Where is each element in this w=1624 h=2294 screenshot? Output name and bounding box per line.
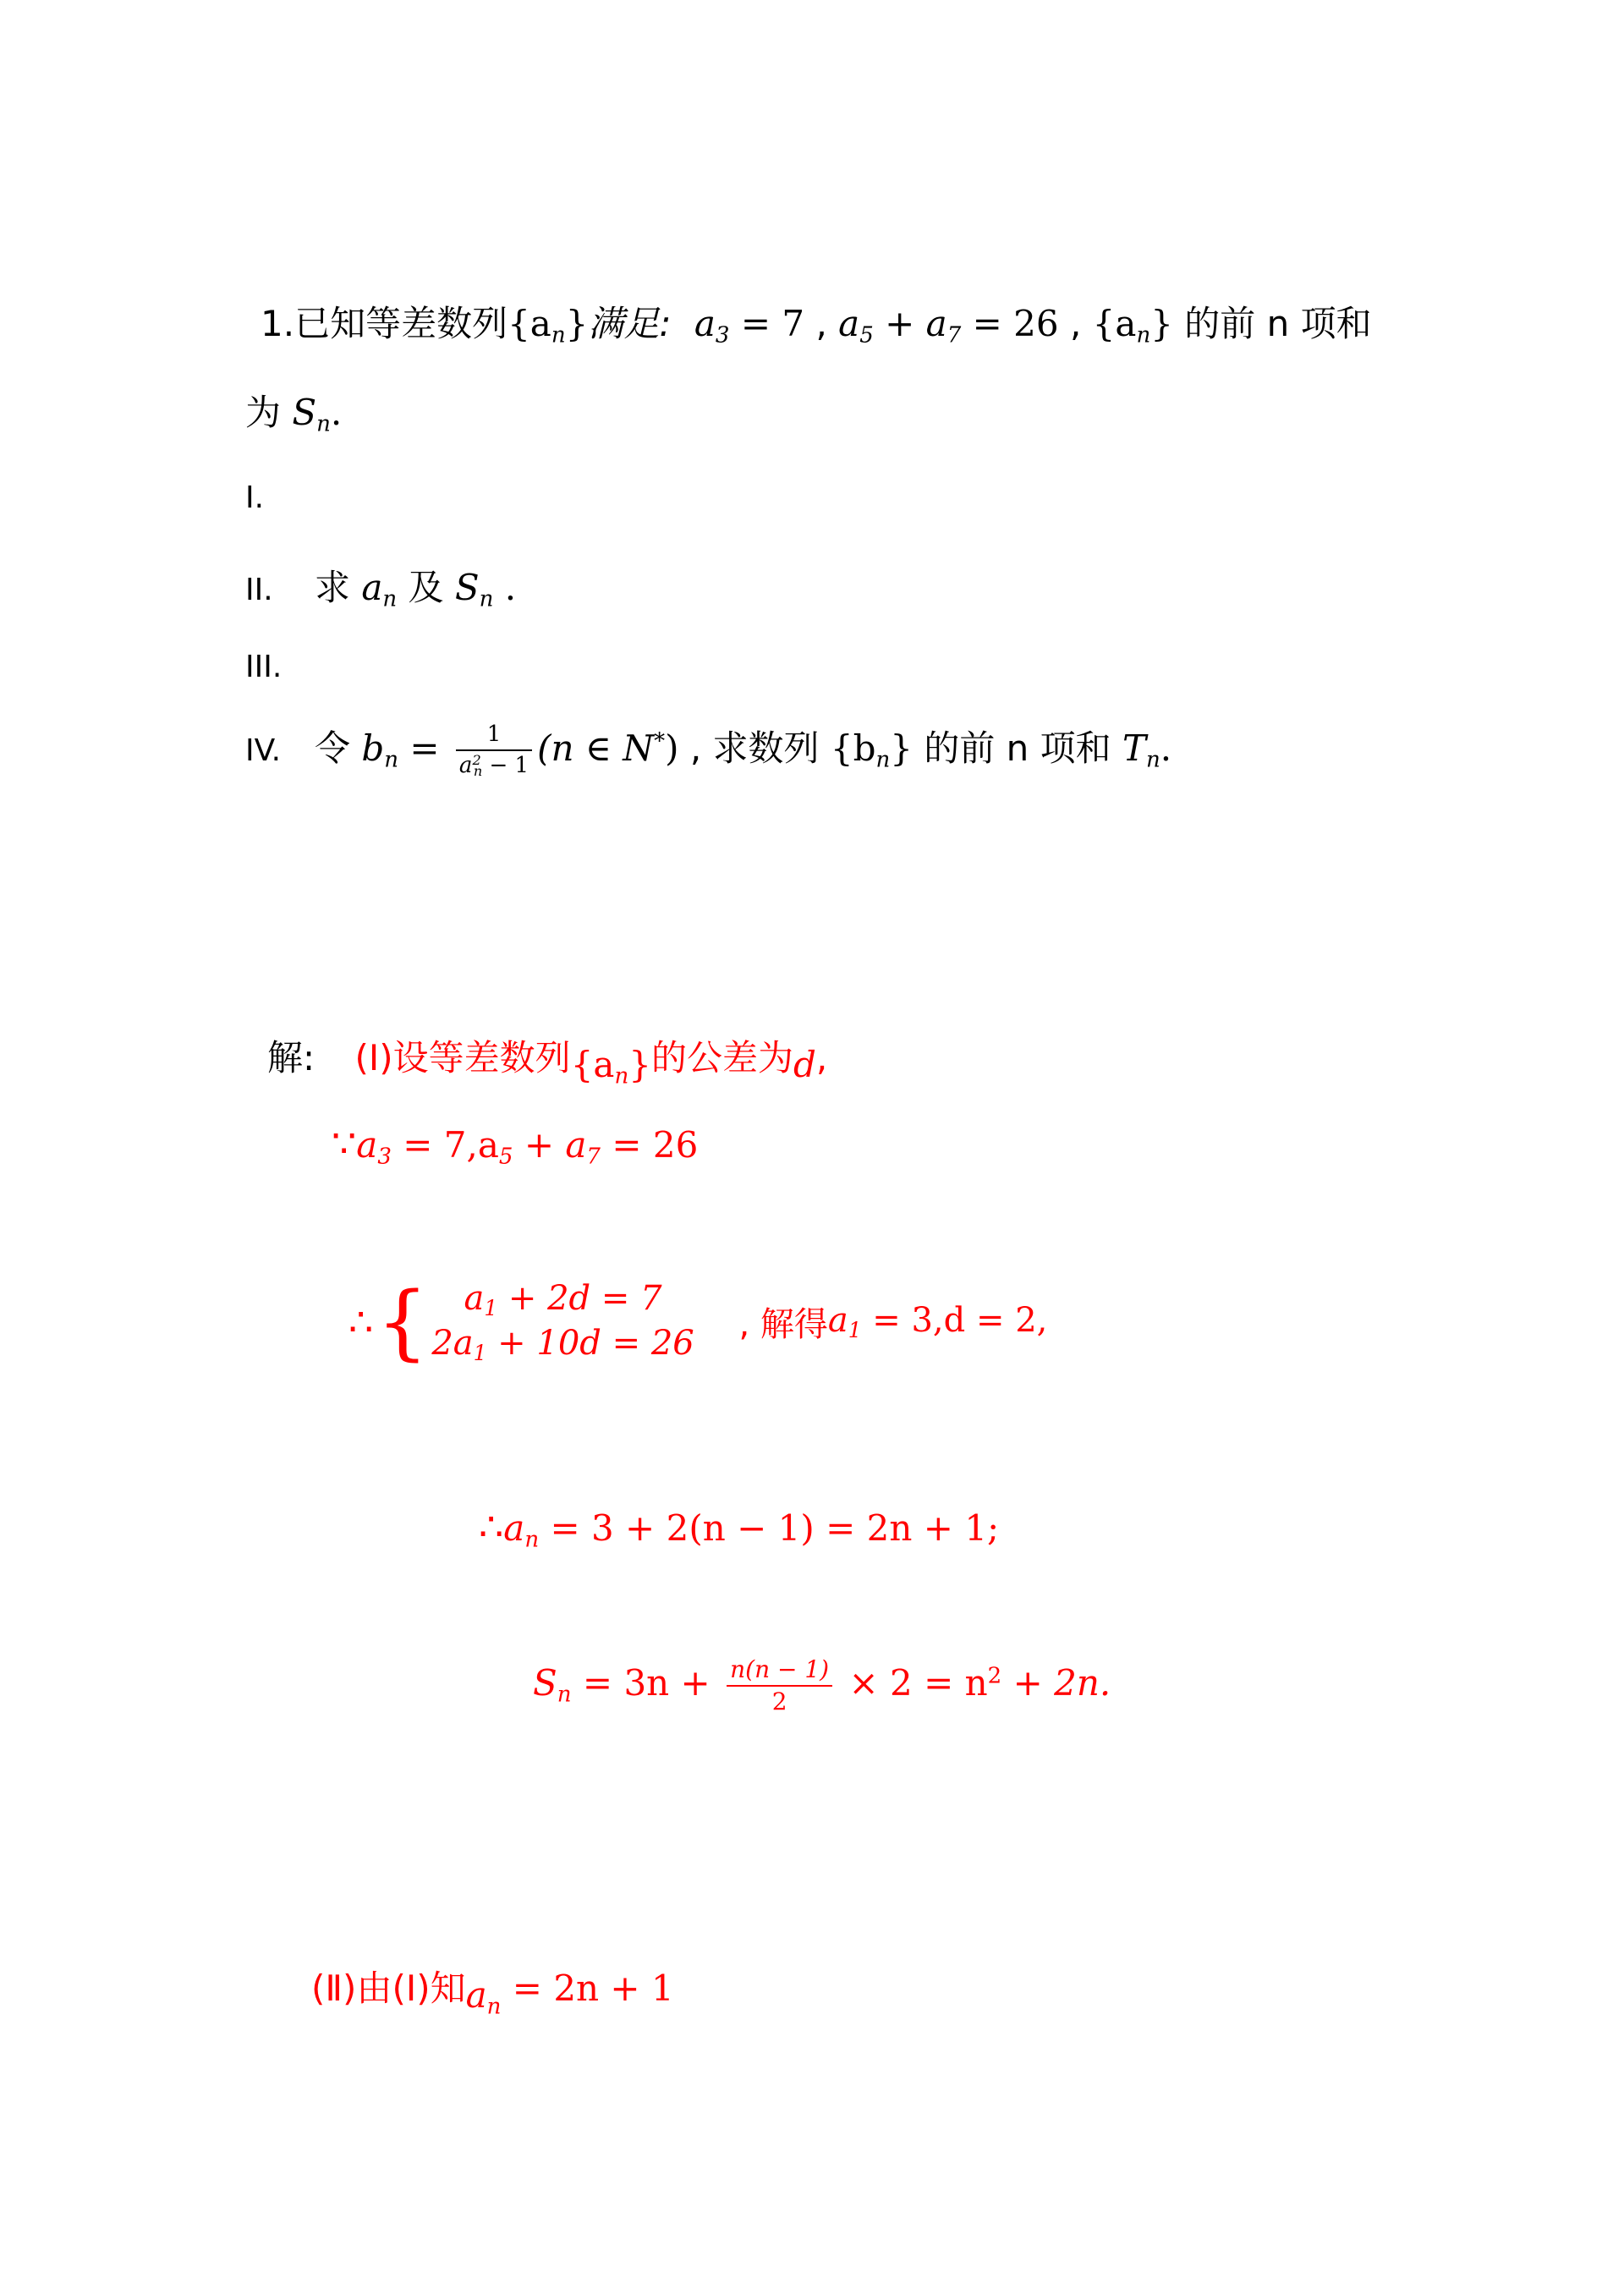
therefore-symbol: ∴ xyxy=(348,1298,374,1345)
solved-values: $a_1 = 3,d = 2$, xyxy=(827,1301,1048,1343)
problem-line-1: 1.已知等差数列$\{a_n\}$满足: $a_3 = 7$ , $a_5 + a_7 = 26$ , $\{a_n\}$ 的前 n 项和 xyxy=(261,303,1372,348)
given-conditions: $\because a_3 = 7,a_5 + a_7 = 26$ xyxy=(332,1121,699,1170)
solution-intro: 解: (Ⅰ)设等差数列$\{a_n\}$的公差为d, xyxy=(267,1037,828,1089)
system-rows xyxy=(431,1277,694,1367)
system-row-2: $2a_1 + 10d = 26$ xyxy=(431,1323,694,1365)
problem-intro: 1.已知等差数列 xyxy=(261,303,508,344)
sn-formula: $S_n = 3n$ + $\frac{n(n - 1)}{2}$ × $2 = n^2 + 2n$. xyxy=(533,1655,1111,1716)
problem-line-2: 为 $S_n$. xyxy=(245,392,343,437)
an-formula: $\therefore a_n = 3 + 2(n - 1) = 2n + 1$; xyxy=(479,1504,1000,1553)
equation-system: ∴ { $a_1 + 2d = 7$ $2a_1 + 10d = 26$ , 解得$a_1 = 3,d = 2$, xyxy=(348,1274,1048,1369)
item-i: I. xyxy=(245,480,265,515)
because-symbol: ∵ xyxy=(332,1121,357,1166)
sn-fraction: $\frac{n(n - 1)}{2}$ xyxy=(727,1656,832,1715)
item-ii: II. xyxy=(245,573,273,607)
bn-fraction: $\frac{1}{a^2_n - 1}$ xyxy=(456,722,532,780)
bn-definition: $b_n$ = xyxy=(361,727,451,773)
bn-domain: (n ∈ N*) xyxy=(537,727,679,769)
sum-Tn: $T_n$ xyxy=(1122,727,1160,773)
sum-Sn: $S_n$ xyxy=(292,392,331,437)
question-1: II. 求 $a_n$ 及 $S_n$ . xyxy=(245,567,517,612)
item-iii: III. xyxy=(245,650,283,684)
part2-intro: (Ⅱ)由(Ⅰ)知$a_n = 2n + 1$ xyxy=(311,1967,674,2020)
sum-description: 的前 n 项和 xyxy=(1172,303,1372,344)
cond-a5-a7: $a_5 + a_7 = 26$ xyxy=(838,303,1059,348)
item-iv: IV. xyxy=(245,733,282,768)
cond-a3: $a_3 = 7$ xyxy=(694,303,805,348)
problem-satisfy: 满足: xyxy=(588,303,672,344)
question-2: IV. 令 $b_n$ = $\frac{1}{a^2_n - 1}$ (n ∈ N*) , 求数列 $\{b_n\}$ 的前 n 项和 $T_n$. xyxy=(245,722,1172,780)
solution-label: 解: xyxy=(267,1037,315,1078)
system-row-1: $a_1 + 2d = 7$ xyxy=(464,1279,662,1320)
system-brace: { xyxy=(376,1274,429,1369)
